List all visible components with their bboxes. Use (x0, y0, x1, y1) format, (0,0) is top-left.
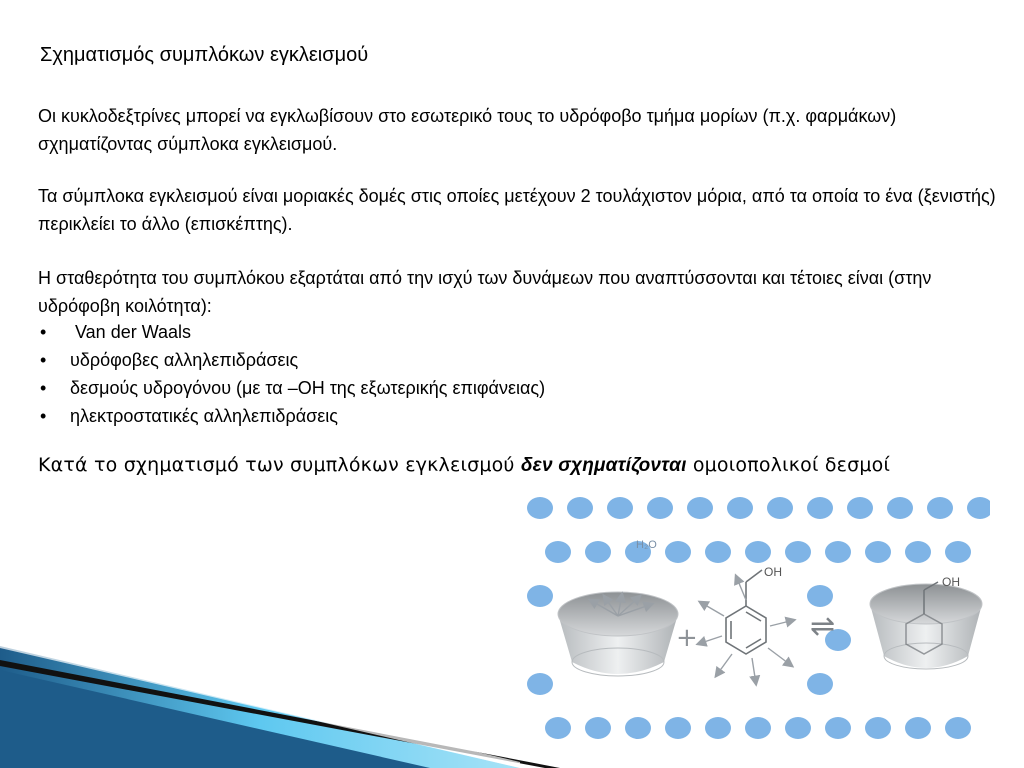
conclusion-before: Κατά το σχηματισμό των συμπλόκων εγκλεισμού (38, 454, 521, 476)
water-droplet (567, 497, 593, 519)
water-label: H₂O (636, 539, 657, 551)
list-item (38, 374, 545, 402)
water-droplet (607, 497, 633, 519)
water-droplet (727, 497, 753, 519)
water-droplet (865, 541, 891, 563)
water-droplet (785, 541, 811, 563)
water-droplet (745, 717, 771, 739)
list-item (38, 402, 545, 430)
water-droplet (687, 497, 713, 519)
inclusion-complex-illustration (518, 486, 990, 748)
cyclodextrin-complex-icon (870, 582, 982, 669)
list-item-label: Van der Waals (70, 322, 192, 342)
list-item (38, 318, 545, 346)
cyclodextrin-left-icon (558, 592, 678, 676)
water-droplet (807, 497, 833, 519)
corner-swoosh-decoration (0, 640, 560, 768)
paragraph-stability: Η σταθερότητα του συμπλόκου εξαρτάται από την ισχύ των δυνάμεων που αναπτύσσονται και τέτοιες είναι (στην υδρόφοβη κοιλότητα): (38, 268, 932, 316)
bullet-icon: • (40, 378, 47, 398)
water-droplet (865, 717, 891, 739)
water-droplet (825, 717, 851, 739)
list-item-label: υδρόφοβες αλληλεπιδράσεις (70, 350, 299, 370)
list-item-label: ηλεκτροστατικές αλληλεπιδράσεις (70, 406, 338, 426)
water-droplet (625, 717, 651, 739)
list-item-label: δεσμούς υδρογόνου (με τα –ΟΗ της εξωτερικής επιφάνειας) (70, 378, 546, 398)
paragraph-cyclodextrins: Οι κυκλοδεξτρίνες μπορεί να εγκλωβίσουν στο εσωτερικό τους το υδρόφοβο τμήμα μορίων (π.χ. φαρμάκων) σχηματίζοντας σύμπλοκα εγκλεισμού. (38, 106, 897, 154)
water-droplet (745, 541, 771, 563)
water-droplet (945, 541, 971, 563)
slide-title: Σχηματισμός συμπλόκων εγκλεισμού (40, 44, 369, 66)
water-droplet (527, 497, 553, 519)
bullet-icon: • (40, 350, 47, 370)
oh-label-left: OH (764, 565, 782, 579)
benzyl-alcohol-icon (726, 570, 766, 654)
oh-label-right: OH (942, 575, 960, 589)
conclusion-emphasis: δεν σχηματίζονται (520, 455, 687, 476)
water-droplet (647, 497, 673, 519)
water-droplet (665, 541, 691, 563)
water-droplet (665, 717, 691, 739)
water-droplet (825, 541, 851, 563)
water-droplet (527, 585, 553, 607)
water-droplet (585, 717, 611, 739)
water-droplet (705, 541, 731, 563)
equilibrium-sign: ⇌ (810, 609, 836, 644)
water-droplet (847, 497, 873, 519)
list-item (38, 346, 545, 374)
paragraph-inclusion-complexes: Τα σύμπλοκα εγκλεισμού είναι μοριακές δομές στις οποίες μετέχουν 2 τουλάχιστον μόρια, από τα οποία το ένα (ξενιστής) περικλείει το άλλο (επισκέπτης). (38, 186, 996, 234)
conclusion-after: ομοιοπολικοί δεσμοί (686, 454, 891, 476)
water-droplet (585, 541, 611, 563)
water-droplet (945, 717, 971, 739)
water-droplet (905, 717, 931, 739)
water-droplet (887, 497, 913, 519)
water-droplet (927, 497, 953, 519)
water-droplet (905, 541, 931, 563)
conclusion-text (38, 452, 998, 479)
bullet-icon: • (40, 322, 47, 342)
plus-sign: + (676, 623, 698, 653)
water-droplet (785, 717, 811, 739)
forces-list (38, 318, 545, 430)
water-droplet (807, 673, 833, 695)
water-droplet (705, 717, 731, 739)
water-droplet (807, 585, 833, 607)
water-droplet (767, 497, 793, 519)
bullet-icon: • (40, 406, 47, 426)
water-droplet (545, 541, 571, 563)
water-droplet (967, 497, 990, 519)
